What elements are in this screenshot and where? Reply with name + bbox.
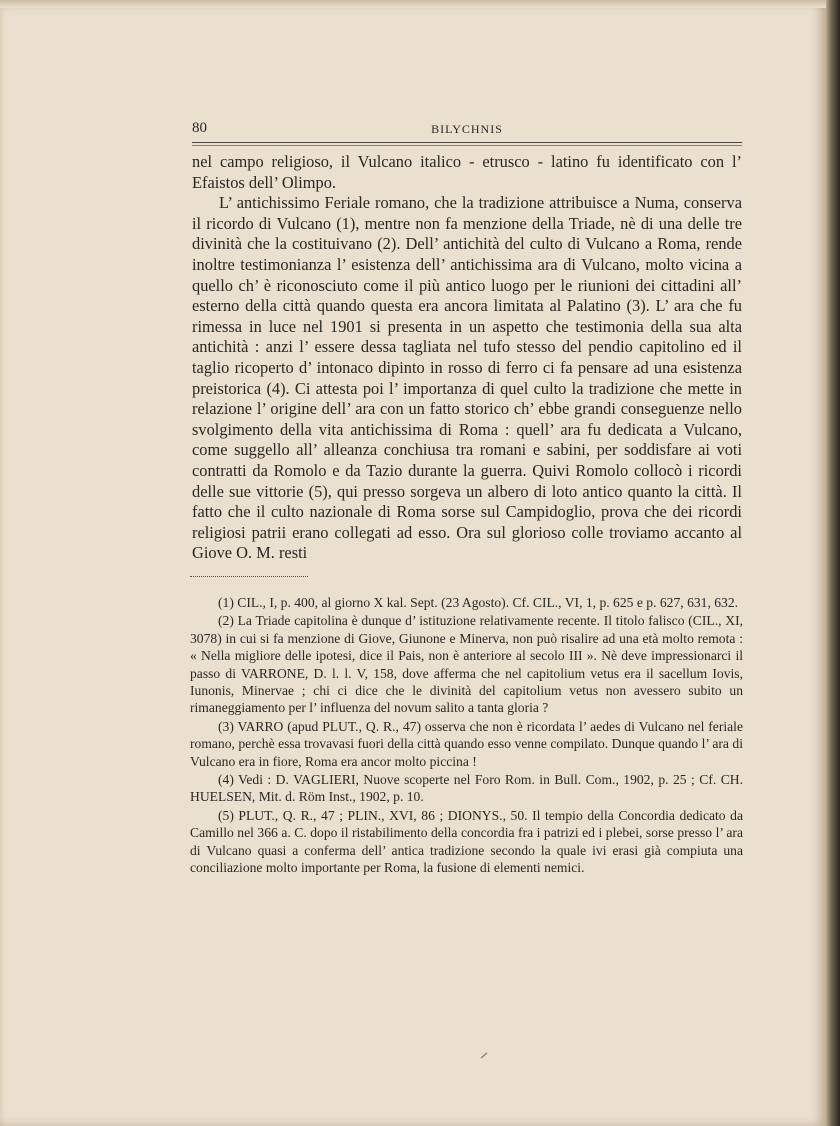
footnote-5: (5) PLUT., Q. R., 47 ; PLIN., XVI, 86 ; DIONYS., 50. Il tempio della Concordia dedicato da Camillo nel 366 a. C. dopo il ristabilimento della concordia fra i patrizi ed i plebei, sorse presso l’ ara di Vulcano quasi a conferma dell’ antica tradizione secondo la quale ivi erasi già compiuta una conciliazione molto importante per Roma, la fusione di elementi nemici. — [190, 807, 743, 876]
footnotes — [190, 594, 743, 878]
footnote-3: (3) VARRO (apud PLUT., Q. R., 47) osserva che non è ricordata l’ aedes di Vulcano nel feriale romano, perchè essa trovavasi fuori della città quando esso venne compilato. Dunque quando l’ ara di Vulcano era in fiore, Roma era ancor molto piccina ! — [190, 718, 743, 769]
footnote-separator — [190, 576, 308, 577]
running-title: BILYCHNIS — [431, 122, 503, 136]
paragraph: nel campo religioso, il Vulcano italico - etrusco - latino fu identificato con l’ Efaistos dell’ Olimpo. — [192, 152, 742, 192]
footnote-2: (2) La Triade capitolina è dunque d’ istituzione relativamente recente. Il titolo falisco (CIL., XI, 3078) in cui si fa menzione di Giove, Giunone e Minerva, non può risalire ad una età molto remota : « Nella migliore delle ipotesi, dice il Pais, non è anteriore al secolo III ». Nè deve impressionarci il passo di VARRONE, D. l. l. V, 158, dove afferma che nel capitolium vetus era il sacellum Iovis, Iunonis, Minervae ; chi ci dice che le divinità del capitolium vetus non avessero subito un rimaneggiamento per l’ influenza del novum salito a tanta gloria ? — [190, 613, 743, 716]
footnote-4: (4) Vedi : D. VAGLIERI, Nuove scoperte nel Foro Rom. in Bull. Com., 1902, p. 25 ; Cf. CH. HUELSEN, Mit. d. Röm Inst., 1902, p. 10. — [190, 772, 743, 805]
header-rule-thin — [192, 145, 742, 146]
paragraph: L’ antichissimo Feriale romano, che la tradizione attribuisce a Numa, conserva il ricordo di Vulcano (1), mentre non fa menzione della Triade, nè di una delle tre divinità che la costituivano (2). Dell’ antichità del culto di Vulcano a Roma, rende inoltre testimonianza l’ esistenza dell’ antichissima ara di Vulcano, molto vicina a quello ch’ è riconosciuto come il più antico luogo per le riunioni dei cittadini all’ esterno della città quando questa era ancora limitata al Palatino (3). L’ ara che fu rimessa in luce nel 1901 si presenta in un aspetto che testimonia della sua alta antichità : anzi l’ essere dessa tagliata nel tufo stesso del pendio capitolino ed il taglio ricoperto d’ intonaco dipinto in rosso di ferro ci fa pensare ad una esistenza preistorica (4). Ci attesta poi l’ importanza di quel culto la tradizione che mette in relazione l’ origine dell’ ara con un fatto storico ch’ ebbe grandi conseguenze nello svolgimento della vita antichissima di Roma : quell’ ara fu dedicata a Vulcano, come suggello all’ alleanza conchiusa tra romani e sabini, per soddisfare ai voti contratti da Romolo e da Tazio durante la guerra. Quivi Romolo collocò i ricordi delle sue vittorie (5), qui presso sorgeva un albero di loto antico quanto la città. Il fatto che il culto nazionale di Roma sorse sul Campidoglio, prova che dei ricordi religiosi patrii erano collegati ad esso. Ora sul glorioso colle troviamo accanto al Giove O. M. resti — [192, 193, 742, 563]
footnote-1: (1) CIL., I, p. 400, al giorno X kal. Sept. (23 Agosto). Cf. CIL., VI, 1, p. 625 e p. 627, 631, 632. — [218, 595, 739, 610]
stray-mark — [481, 1053, 488, 1059]
main-text — [192, 152, 742, 564]
page-top-fold — [0, 0, 826, 8]
header-rule — [192, 142, 742, 143]
page-number: 80 — [192, 120, 207, 136]
page-header — [192, 120, 742, 142]
page-edge-shadow — [826, 0, 840, 1126]
